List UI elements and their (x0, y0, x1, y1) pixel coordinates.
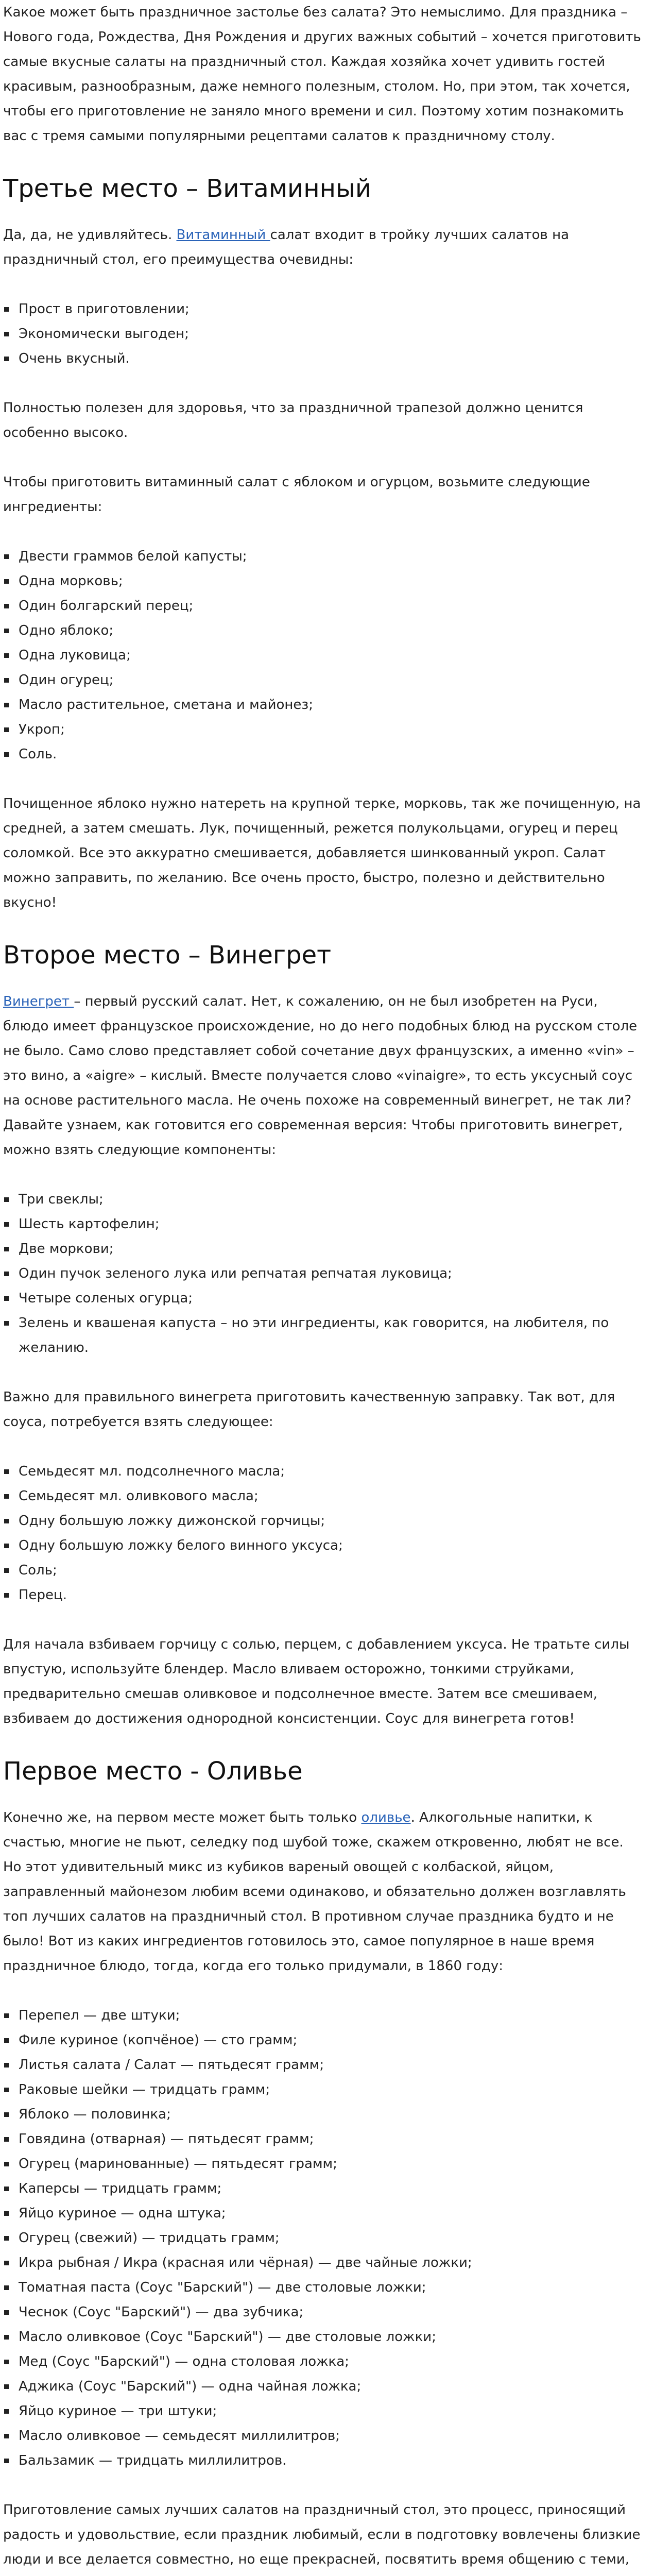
list-item: Перец. (3, 1583, 642, 1607)
vitamin-ingredients-intro: Чтобы приготовить витаминный салат с яблоком и огурцом, возьмите следующие ингредиенты: (3, 474, 590, 515)
list-item: Одну большую ложку белого винного уксуса; (3, 1533, 642, 1558)
text: Да, да, не удивляйтесь. (3, 227, 177, 243)
text: – первый русский салат. Нет, к сожалению, он не был изобретен на Руси, блюдо имеет французское происхождение, но до него подобных блюд на русском столе не было. Само слово представляет собой сочетание двух французских, а именно «vin» – это вино, а «aigre» – кислый. Вместе получается слово «vinaigre», то есть уксусный соус на основе растительного масла. Не очень похоже на современный винегрет, не так ли? Давайте узнаем, как готовится его современная версия: Чтобы приготовить винегрет, можно взять следующие компоненты: (3, 994, 638, 1158)
vinegret-components-list (3, 1187, 642, 1360)
vitamin-health-paragraph: Полностью полезен для здоровья, что за праздничной трапезой должно ценится особенно высоко. (3, 400, 583, 440)
outro-paragraph: Приготовление самых лучших салатов на праздничный стол, это процесс, приносящий радость и удовольствие, если праздник любимый, если в подготовку вовлечены близкие люди и все делается совместно, но еще прекрасней, посвятить время общению с теми, (3, 2502, 641, 2567)
list-item: Экономически выгоден; (3, 321, 642, 346)
vinegret-link[interactable]: Винегрет (3, 994, 74, 1009)
olivier-ingredients-list (3, 2003, 642, 2473)
section-vinegret (3, 940, 642, 1731)
vinegret-sauce-intro: Важно для правильного винегрета приготовить качественную заправку. Так вот, для соуса, потребуется взять следующее: (3, 1389, 615, 1430)
list-item: Масло растительное, сметана и майонез; (3, 692, 642, 717)
list-item: Семьдесят мл. подсолнечного масла; (3, 1459, 642, 1484)
list-item: Томатная паста (Соус "Барский") — две столовые ложки; (3, 2275, 642, 2300)
list-item: Укроп; (3, 717, 642, 742)
list-item: Одна морковь; (3, 569, 642, 594)
vinegret-method-paragraph: Для начала взбиваем горчицу с солью, перцем, с добавлением уксуса. Не тратьте силы впустую, используйте блендер. Масло вливаем осторожно, тонкими струйками, предварительно смешав оливковое и подсолнечное вместе. Затем все смешиваем, взбиваем до достижения однородной консистенции. Соус для винегрета готов! (3, 1637, 630, 1726)
list-item: Одно яблоко; (3, 618, 642, 643)
olivier-link[interactable]: оливье (361, 1810, 411, 1825)
text: . Алкогольные напитки, к счастью, многие не пьют, селедку под шубой тоже, скажем откровенно, любят не все. Но этот удивительный микс из кубиков вареный овощей с колбаской, яйцом, заправленный майонезом любим всеми одинаково, и обязательно должен возглавлять топ лучших салатов на праздничный стол. В противном случае праздника будто и не было! Вот из каких ингредиентов готовилось это, самое популярное в наше время праздничное блюдо, тогда, когда его только придумали, в 1860 году: (3, 1810, 626, 1974)
list-item: Каперсы — тридцать грамм; (3, 2176, 642, 2201)
list-item: Мед (Соус "Барский") — одна столовая ложка; (3, 2349, 642, 2374)
list-item: Один пучок зеленого лука или репчатая репчатая луковица; (3, 1261, 642, 1286)
list-item: Огурец (маринованные) — пятьдесят грамм; (3, 2151, 642, 2176)
section-olivier (3, 1756, 642, 2576)
list-item: Соль; (3, 1558, 642, 1583)
section-title-vitamin: Третье место – Витаминный (3, 174, 372, 203)
list-item: Яблоко — половинка; (3, 2102, 642, 2127)
list-item: Семьдесят мл. оливкового масла; (3, 1484, 642, 1509)
list-item: Аджика (Соус "Барский") — одна чайная ложка; (3, 2374, 642, 2399)
vitamin-ingredients-list (3, 544, 642, 767)
list-item: Огурец (свежий) — тридцать грамм; (3, 2226, 642, 2250)
olivier-intro (3, 1805, 642, 1978)
list-item: Двести граммов белой капусты; (3, 544, 642, 569)
list-item: Четыре соленых огурца; (3, 1286, 642, 1311)
section-title-olivier: Первое место - Оливье (3, 1757, 303, 1786)
list-item: Очень вкусный. (3, 346, 642, 371)
list-item: Масло оливковое (Соус "Барский") — две столовые ложки; (3, 2325, 642, 2349)
list-item: Икра рыбная / Икра (красная или чёрная) — две чайные ложки; (3, 2250, 642, 2275)
text: салат входит в тройку лучших салатов на праздничный стол, его преимущества очевидны: (3, 227, 570, 267)
list-item: Три свеклы; (3, 1187, 642, 1212)
list-item: Масло оливковое — семьдесят миллилитров; (3, 2424, 642, 2448)
vinegret-intro (3, 989, 642, 1162)
vitamin-method-paragraph: Почищенное яблоко нужно натереть на крупной терке, морковь, так же почищенную, на средней, а затем смешать. Лук, почищенный, режется полукольцами, огурец и перец соломкой. Все это аккуратно смешивается, добавляется шинкованный укроп. Салат можно заправить, по желанию. Все очень просто, быстро, полезно и действительно вкусно! (3, 796, 641, 910)
intro-paragraph: Какое может быть праздничное застолье без салата? Это немыслимо. Для праздника – Нового года, Рождества, Дня Рождения и других важных событий – хочется приготовить самые вкусные салаты на праздничный стол. Каждая хозяйка хочет удивить гостей красивым, разнообразным, даже немного полезным, столом. Но, при этом, так хочется, чтобы его приготовление не заняло много времени и сил. Поэтому хотим познакомить вас с тремя самыми популярными рецептами салатов к праздничному столу. (3, 5, 641, 144)
list-item: Соль. (3, 742, 642, 767)
list-item: Яйцо куриное — три штуки; (3, 2399, 642, 2424)
list-item: Одна луковица; (3, 643, 642, 668)
vitamin-intro (3, 223, 642, 272)
list-item: Один огурец; (3, 668, 642, 692)
list-item: Перепел — две штуки; (3, 2003, 642, 2028)
list-item: Один болгарский перец; (3, 594, 642, 618)
list-item: Говядина (отварная) — пятьдесят грамм; (3, 2127, 642, 2151)
list-item: Одну большую ложку дижонской горчицы; (3, 1509, 642, 1533)
vitamin-link[interactable]: Витаминный (176, 227, 270, 243)
vitamin-advantages-list (3, 297, 642, 371)
list-item: Шесть картофелин; (3, 1212, 642, 1236)
list-item: Зелень и квашеная капуста – но эти ингредиенты, как говорится, на любителя, по желанию. (3, 1311, 642, 1360)
section-title-vinegret: Второе место – Винегрет (3, 941, 332, 970)
section-vitamin (3, 173, 642, 915)
list-item: Прост в приготовлении; (3, 297, 642, 321)
list-item: Яйцо куриное — одна штука; (3, 2201, 642, 2226)
vinegret-sauce-list (3, 1459, 642, 1607)
text: Конечно же, на первом месте может быть только (3, 1810, 362, 1825)
list-item: Бальзамик — тридцать миллилитров. (3, 2448, 642, 2473)
list-item: Две моркови; (3, 1236, 642, 1261)
list-item: Листья салата / Салат — пятьдесят грамм; (3, 2053, 642, 2077)
list-item: Раковые шейки — тридцать грамм; (3, 2077, 642, 2102)
list-item: Чеснок (Соус "Барский") — два зубчика; (3, 2300, 642, 2325)
list-item: Филе куриное (копчёное) — сто грамм; (3, 2028, 642, 2053)
